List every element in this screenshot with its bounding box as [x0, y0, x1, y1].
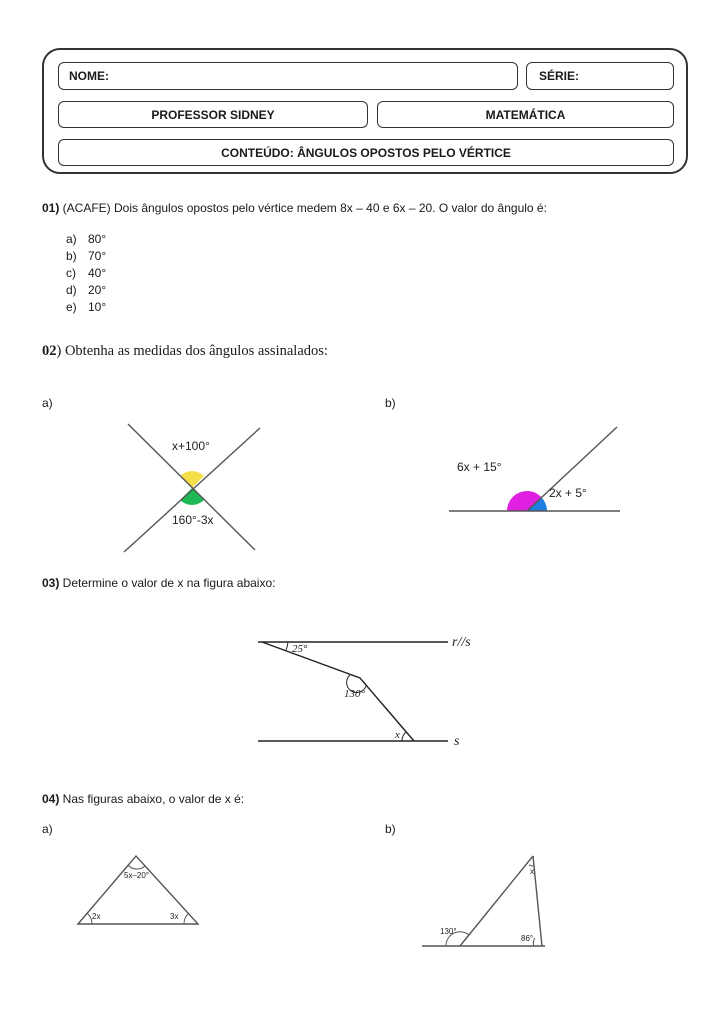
q1-text: (ACAFE) Dois ângulos opostos pelo vértice medem 8x – 40 e 6x – 20. O valor do ângulo é: [59, 201, 547, 215]
angle-label-left: 6x + 15° [457, 460, 502, 474]
angle-label-top: x+100° [172, 439, 210, 453]
serie-field[interactable] [526, 62, 674, 90]
materia-box [377, 101, 674, 128]
label-25: 25° [292, 643, 308, 655]
angle-marker-left [507, 491, 527, 511]
label-exterior: 130° [440, 927, 457, 936]
label-top: 5x–20° [124, 871, 149, 880]
angle-label-right: 2x + 5° [549, 486, 587, 500]
angle-label-bottom: 160°-3x [172, 513, 214, 527]
q4-a-label: a) [42, 822, 53, 836]
label-right: 3x [170, 912, 179, 921]
q2-a-label: a) [42, 396, 53, 410]
arc-right [533, 938, 535, 946]
label-130: 130° [344, 688, 365, 700]
arc-right [184, 913, 189, 924]
q1-number: 01) [42, 201, 60, 215]
side-left [460, 856, 533, 946]
q4-text: Nas figuras abaixo, o valor de x é: [59, 792, 245, 806]
figure-2b [445, 425, 630, 525]
q1-option-e: e) 10° [66, 300, 107, 314]
nome-field[interactable] [58, 62, 518, 90]
q3-text: Determine o valor de x na figura abaixo: [59, 576, 276, 590]
q1-option-b: b) 70° [66, 249, 107, 263]
figure-4b [420, 850, 570, 955]
q2-b-label: b) [385, 396, 396, 410]
q2-text: ) Obtenha as medidas dos ângulos assinalados: [56, 343, 328, 359]
label-right: 86° [521, 934, 534, 943]
figure-3 [250, 626, 480, 751]
serie-label: SÉRIE: [539, 69, 580, 83]
label-s: s [454, 734, 460, 749]
q3-number: 03) [42, 576, 60, 590]
materia-name: MATEMÁTICA [485, 107, 566, 122]
q4-b-label: b) [385, 822, 396, 836]
side-right [533, 856, 542, 946]
label-top: x [530, 867, 534, 876]
nome-label: NOME: [69, 69, 109, 83]
zigzag [262, 642, 414, 741]
q1-option-d: d) 20° [66, 283, 107, 297]
conteudo-box [58, 139, 674, 166]
arc-x [402, 732, 406, 741]
q1-option-c: c) 40° [66, 266, 107, 280]
professor-box [58, 101, 368, 128]
question-1 [42, 201, 547, 215]
label-left: 2x [92, 912, 101, 921]
q1-option-a: a) 80° [66, 232, 107, 246]
arc-25 [286, 642, 288, 650]
figure-2a [120, 420, 270, 560]
question-3 [42, 576, 275, 590]
label-x: x [395, 729, 400, 741]
question-2 [42, 343, 328, 360]
professor-name: PROFESSOR SIDNEY [151, 107, 275, 122]
label-r-parallel-s: r//s [452, 635, 471, 650]
q2-number: 02 [42, 343, 57, 359]
figure-4a [70, 850, 210, 930]
q4-number: 04) [42, 792, 60, 806]
conteudo-text: CONTEÚDO: ÂNGULOS OPOSTOS PELO VÉRTICE [221, 145, 511, 160]
question-4 [42, 792, 244, 806]
arc-top [128, 865, 145, 869]
